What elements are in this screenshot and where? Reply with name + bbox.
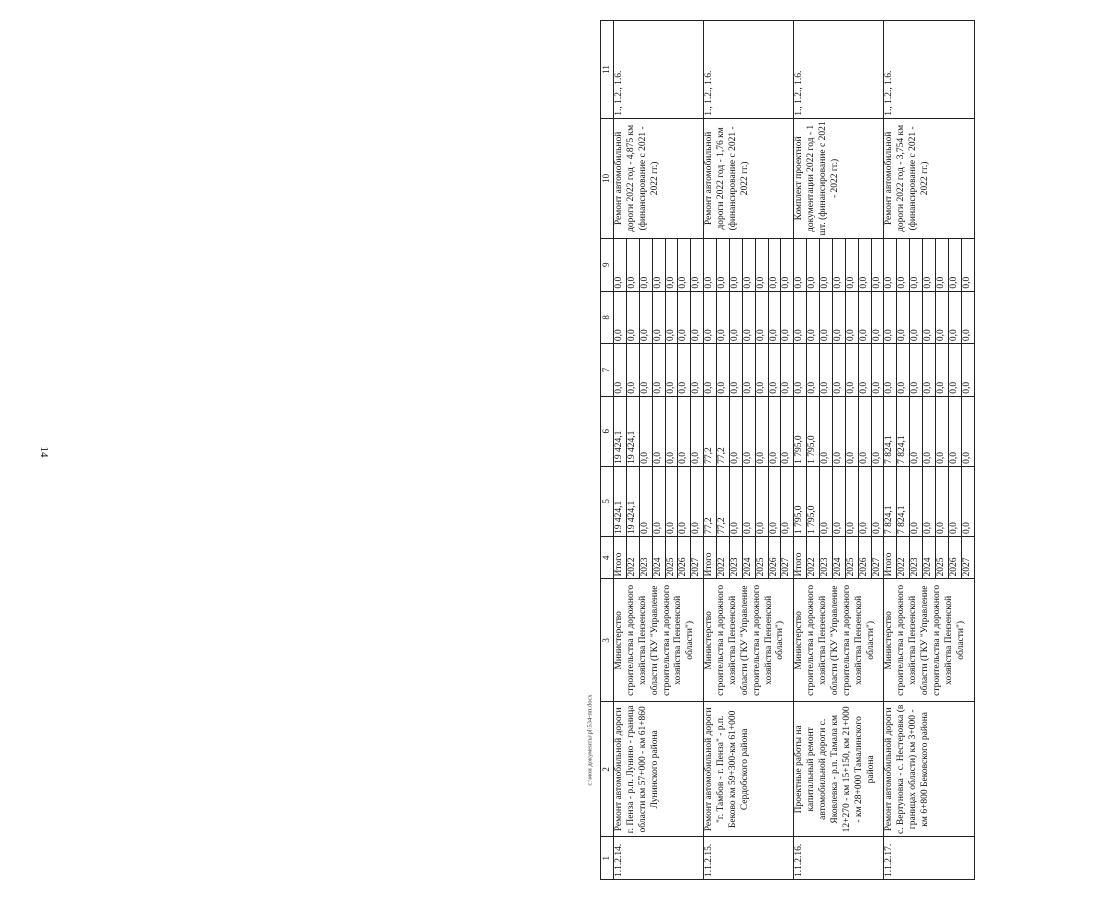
funding-value: 0,0 — [845, 291, 858, 344]
column-number: 5 — [601, 466, 614, 536]
column-number: 1 — [601, 837, 614, 880]
year-cell: 2024 — [742, 536, 755, 579]
measure-number: 1.1.2.17. — [884, 837, 974, 880]
year-cell: 2025 — [665, 536, 678, 579]
funding-value: 0,0 — [755, 291, 768, 344]
funding-value: 7 824,1 — [897, 396, 910, 466]
funding-value: 0,0 — [871, 396, 884, 466]
column-number-row — [601, 21, 614, 880]
funding-value: 0,0 — [729, 396, 742, 466]
funding-value: 77,2 — [704, 466, 717, 536]
funding-value: 0,0 — [871, 291, 884, 344]
funding-value: 0,0 — [935, 238, 948, 291]
funding-value: 0,0 — [755, 396, 768, 466]
year-cell: 2024 — [832, 536, 845, 579]
funding-value: 0,0 — [910, 291, 923, 344]
funding-value: 0,0 — [742, 291, 755, 344]
funding-value: 0,0 — [742, 238, 755, 291]
measure-number: 1.1.2.14. — [614, 837, 704, 880]
funding-value: 0,0 — [935, 344, 948, 397]
column-number: 6 — [601, 396, 614, 466]
funding-value: 0,0 — [768, 291, 781, 344]
funding-value: 0,0 — [845, 344, 858, 397]
funding-value: 0,0 — [652, 238, 665, 291]
year-cell: 2027 — [871, 536, 884, 579]
funding-value: 0,0 — [639, 344, 652, 397]
funding-value: 0,0 — [768, 396, 781, 466]
funding-value: 7 824,1 — [884, 466, 897, 536]
page-number: 14 — [38, 446, 50, 458]
funding-value: 0,0 — [639, 466, 652, 536]
funding-value: 0,0 — [742, 344, 755, 397]
year-cell: 2022 — [897, 536, 910, 579]
funding-value: 0,0 — [858, 466, 871, 536]
funding-value: 0,0 — [781, 238, 794, 291]
measure-name: Ремонт автомобильной дороги с. Вертуновка - с. Нестеровка (в границах области) км 3+000 - км 6+800 Бековского района — [884, 702, 974, 837]
funding-value: 0,0 — [948, 344, 961, 397]
funding-value: 1 795,0 — [807, 466, 820, 536]
funding-value: 0,0 — [626, 344, 639, 397]
funding-value: 0,0 — [665, 344, 678, 397]
year-cell: 2022 — [626, 536, 639, 579]
year-cell: 2026 — [678, 536, 691, 579]
year-cell: 2023 — [729, 536, 742, 579]
funding-value: 0,0 — [781, 466, 794, 536]
funding-value: 0,0 — [948, 238, 961, 291]
funding-value: 19 424,1 — [626, 466, 639, 536]
funding-value: 0,0 — [832, 344, 845, 397]
funding-value: 0,0 — [691, 238, 704, 291]
funding-value: 0,0 — [614, 238, 627, 291]
funding-value: 0,0 — [832, 238, 845, 291]
table-row — [794, 21, 807, 880]
funding-value: 0,0 — [729, 344, 742, 397]
funding-value: 0,0 — [794, 344, 807, 397]
funding-value: 0,0 — [948, 396, 961, 466]
funding-value: 0,0 — [832, 466, 845, 536]
funding-value: 0,0 — [935, 466, 948, 536]
measure-indicators: 1., 1.2., 1.6. — [884, 21, 974, 119]
year-cell: 2027 — [781, 536, 794, 579]
funding-value: 0,0 — [807, 238, 820, 291]
funding-value: 0,0 — [768, 344, 781, 397]
year-cell: 2022 — [807, 536, 820, 579]
file-path-footer: c:\мои документы\pl\534-пп.docx — [586, 694, 594, 786]
funding-value: 0,0 — [858, 344, 871, 397]
funding-value: 0,0 — [871, 238, 884, 291]
funding-value: 0,0 — [652, 466, 665, 536]
funding-value: 0,0 — [717, 291, 730, 344]
funding-value: 0,0 — [768, 466, 781, 536]
funding-value: 1 795,0 — [807, 396, 820, 466]
year-cell: 2023 — [820, 536, 833, 579]
column-number: 3 — [601, 579, 614, 702]
funding-value: 0,0 — [871, 344, 884, 397]
year-cell: 2024 — [923, 536, 936, 579]
funding-value: 0,0 — [652, 291, 665, 344]
funding-value: 0,0 — [820, 238, 833, 291]
measure-name: Ремонт автомобильной дороги "г. Тамбов - г. Пенза" - р.п. Беково км 59+300-км 61+000 Сердобского района — [704, 702, 794, 837]
funding-value: 0,0 — [729, 238, 742, 291]
funding-value: 0,0 — [639, 396, 652, 466]
funding-value: 0,0 — [781, 291, 794, 344]
year-cell: Итого — [884, 536, 897, 579]
funding-value: 0,0 — [858, 396, 871, 466]
column-number: 2 — [601, 702, 614, 837]
measure-number: 1.1.2.15. — [704, 837, 794, 880]
year-cell: 2025 — [935, 536, 948, 579]
funding-value: 0,0 — [845, 238, 858, 291]
funding-value: 0,0 — [820, 396, 833, 466]
funding-value: 0,0 — [729, 466, 742, 536]
funding-value: 19 424,1 — [614, 466, 627, 536]
funding-value: 0,0 — [961, 396, 974, 466]
column-number: 9 — [601, 238, 614, 291]
funding-value: 0,0 — [884, 344, 897, 397]
column-number: 10 — [601, 118, 614, 238]
measure-executor: Министерство строительства и дорожного хозяйства Пензенской области (ГКУ "Управление строительства и дорожного хозяйства Пензенской области") — [884, 579, 974, 702]
funding-value: 0,0 — [639, 291, 652, 344]
year-cell: 2022 — [717, 536, 730, 579]
funding-value: 0,0 — [717, 344, 730, 397]
funding-value: 0,0 — [665, 238, 678, 291]
year-cell: 2027 — [961, 536, 974, 579]
funding-value: 0,0 — [884, 238, 897, 291]
measure-number: 1.1.2.16. — [794, 837, 884, 880]
column-number: 8 — [601, 291, 614, 344]
measure-name: Ремонт автомобильной дороги г. Пенза - р.п. Лунино - граница области км 57+000 - км 61+860 Лунинского района — [614, 702, 704, 837]
measure-executor: Министерство строительства и дорожного хозяйства Пензенской области (ГКУ "Управление строительства и дорожного хозяйства Пензенской области") — [704, 579, 794, 702]
funding-value: 0,0 — [691, 291, 704, 344]
funding-value: 0,0 — [626, 238, 639, 291]
column-number: 11 — [601, 21, 614, 119]
year-cell: 2023 — [910, 536, 923, 579]
measure-result: Комплект проектной документации 2022 год - 1 шт. (финансирование с 2021 - 2022 гг.) — [794, 118, 884, 238]
funding-value: 0,0 — [717, 238, 730, 291]
funding-value: 0,0 — [935, 291, 948, 344]
funding-value: 0,0 — [910, 238, 923, 291]
funding-value: 0,0 — [755, 238, 768, 291]
funding-value: 0,0 — [897, 344, 910, 397]
funding-value: 0,0 — [704, 291, 717, 344]
year-cell: 2026 — [858, 536, 871, 579]
column-number: 7 — [601, 344, 614, 397]
funding-value: 0,0 — [910, 396, 923, 466]
funding-value: 77,2 — [717, 466, 730, 536]
funding-value: 0,0 — [794, 238, 807, 291]
funding-value: 0,0 — [858, 291, 871, 344]
funding-value: 0,0 — [691, 466, 704, 536]
funding-value: 19 424,1 — [626, 396, 639, 466]
funding-value: 0,0 — [768, 238, 781, 291]
measure-executor: Министерство строительства и дорожного хозяйства Пензенской области (ГКУ "Управление строительства и дорожного хозяйства Пензенской области") — [794, 579, 884, 702]
funding-value: 0,0 — [665, 291, 678, 344]
table-row — [614, 21, 627, 880]
measure-result: Ремонт автомобильной дороги 2022 год - 3,754 км (финансирование с 2021 - 2022 гг.) — [884, 118, 974, 238]
funding-value: 7 824,1 — [897, 466, 910, 536]
funding-value: 0,0 — [961, 238, 974, 291]
funding-value: 0,0 — [691, 344, 704, 397]
funding-value: 0,0 — [910, 466, 923, 536]
year-cell: 2023 — [639, 536, 652, 579]
funding-value: 0,0 — [961, 344, 974, 397]
funding-value: 0,0 — [884, 291, 897, 344]
year-cell: 2027 — [691, 536, 704, 579]
funding-value: 0,0 — [652, 396, 665, 466]
funding-value: 0,0 — [923, 466, 936, 536]
funding-value: 0,0 — [614, 291, 627, 344]
measure-result: Ремонт автомобильной дороги 2022 год - 4,875 км (финансирование с 2021 - 2022 гг.) — [614, 118, 704, 238]
column-number: 4 — [601, 536, 614, 579]
funding-value: 0,0 — [678, 466, 691, 536]
funding-value: 0,0 — [923, 238, 936, 291]
funding-value: 0,0 — [742, 396, 755, 466]
funding-value: 0,0 — [845, 466, 858, 536]
funding-value: 0,0 — [665, 396, 678, 466]
funding-value: 0,0 — [614, 344, 627, 397]
year-cell: 2025 — [845, 536, 858, 579]
measure-indicators: 1., 1.2., 1.6. — [794, 21, 884, 119]
year-cell: Итого — [704, 536, 717, 579]
funding-value: 0,0 — [897, 238, 910, 291]
funding-value: 0,0 — [729, 291, 742, 344]
funding-value: 0,0 — [807, 344, 820, 397]
funding-value: 0,0 — [678, 291, 691, 344]
funding-value: 0,0 — [961, 466, 974, 536]
funding-value: 0,0 — [704, 238, 717, 291]
funding-value: 0,0 — [948, 291, 961, 344]
measure-executor: Министерство строительства и дорожного хозяйства Пензенской области (ГКУ "Управление строительства и дорожного хозяйства Пензенской области") — [614, 579, 704, 702]
funding-value: 0,0 — [781, 396, 794, 466]
funding-value: 0,0 — [935, 396, 948, 466]
funding-value: 0,0 — [781, 344, 794, 397]
measure-name: Проектные работы на капитальный ремонт автомобильной дороги с. Яковлевка - р.п. Тамала км 12+270 - км 15+150, км 21+000 - км 28+000 Тамалинского района — [794, 702, 884, 837]
funding-value: 0,0 — [652, 344, 665, 397]
program-table-sheet — [600, 20, 1120, 880]
year-cell: 2024 — [652, 536, 665, 579]
year-cell: Итого — [614, 536, 627, 579]
table-row — [704, 21, 717, 880]
funding-value: 0,0 — [626, 291, 639, 344]
measure-result: Ремонт автомобильной дороги 2022 год - 1,76 км (финансирование с 2021 - 2022 гг.) — [704, 118, 794, 238]
funding-value: 0,0 — [845, 396, 858, 466]
funding-value: 0,0 — [871, 466, 884, 536]
year-cell: 2026 — [768, 536, 781, 579]
year-cell: 2025 — [755, 536, 768, 579]
year-cell: 2026 — [948, 536, 961, 579]
funding-value: 7 824,1 — [884, 396, 897, 466]
funding-value: 0,0 — [665, 466, 678, 536]
funding-value: 0,0 — [691, 396, 704, 466]
measure-indicators: 1., 1.2., 1.6. — [704, 21, 794, 119]
year-cell: Итого — [794, 536, 807, 579]
funding-value: 0,0 — [923, 396, 936, 466]
table-row — [884, 21, 897, 880]
funding-value: 0,0 — [704, 344, 717, 397]
funding-value: 0,0 — [910, 344, 923, 397]
program-measures-table — [600, 20, 975, 880]
funding-value: 0,0 — [923, 344, 936, 397]
funding-value: 1 795,0 — [794, 396, 807, 466]
funding-value: 0,0 — [755, 466, 768, 536]
table-body — [614, 21, 975, 880]
funding-value: 1 795,0 — [794, 466, 807, 536]
funding-value: 0,0 — [858, 238, 871, 291]
funding-value: 0,0 — [807, 291, 820, 344]
funding-value: 0,0 — [923, 291, 936, 344]
funding-value: 0,0 — [832, 396, 845, 466]
funding-value: 0,0 — [678, 396, 691, 466]
funding-value: 0,0 — [948, 466, 961, 536]
funding-value: 0,0 — [678, 238, 691, 291]
funding-value: 0,0 — [820, 291, 833, 344]
funding-value: 0,0 — [755, 344, 768, 397]
funding-value: 0,0 — [961, 291, 974, 344]
funding-value: 0,0 — [820, 466, 833, 536]
funding-value: 0,0 — [639, 238, 652, 291]
funding-value: 0,0 — [820, 344, 833, 397]
funding-value: 19 424,1 — [614, 396, 627, 466]
funding-value: 77,2 — [717, 396, 730, 466]
funding-value: 0,0 — [832, 291, 845, 344]
funding-value: 0,0 — [897, 291, 910, 344]
funding-value: 77,2 — [704, 396, 717, 466]
funding-value: 0,0 — [742, 466, 755, 536]
measure-indicators: 1., 1.2., 1.6. — [614, 21, 704, 119]
funding-value: 0,0 — [794, 291, 807, 344]
funding-value: 0,0 — [678, 344, 691, 397]
